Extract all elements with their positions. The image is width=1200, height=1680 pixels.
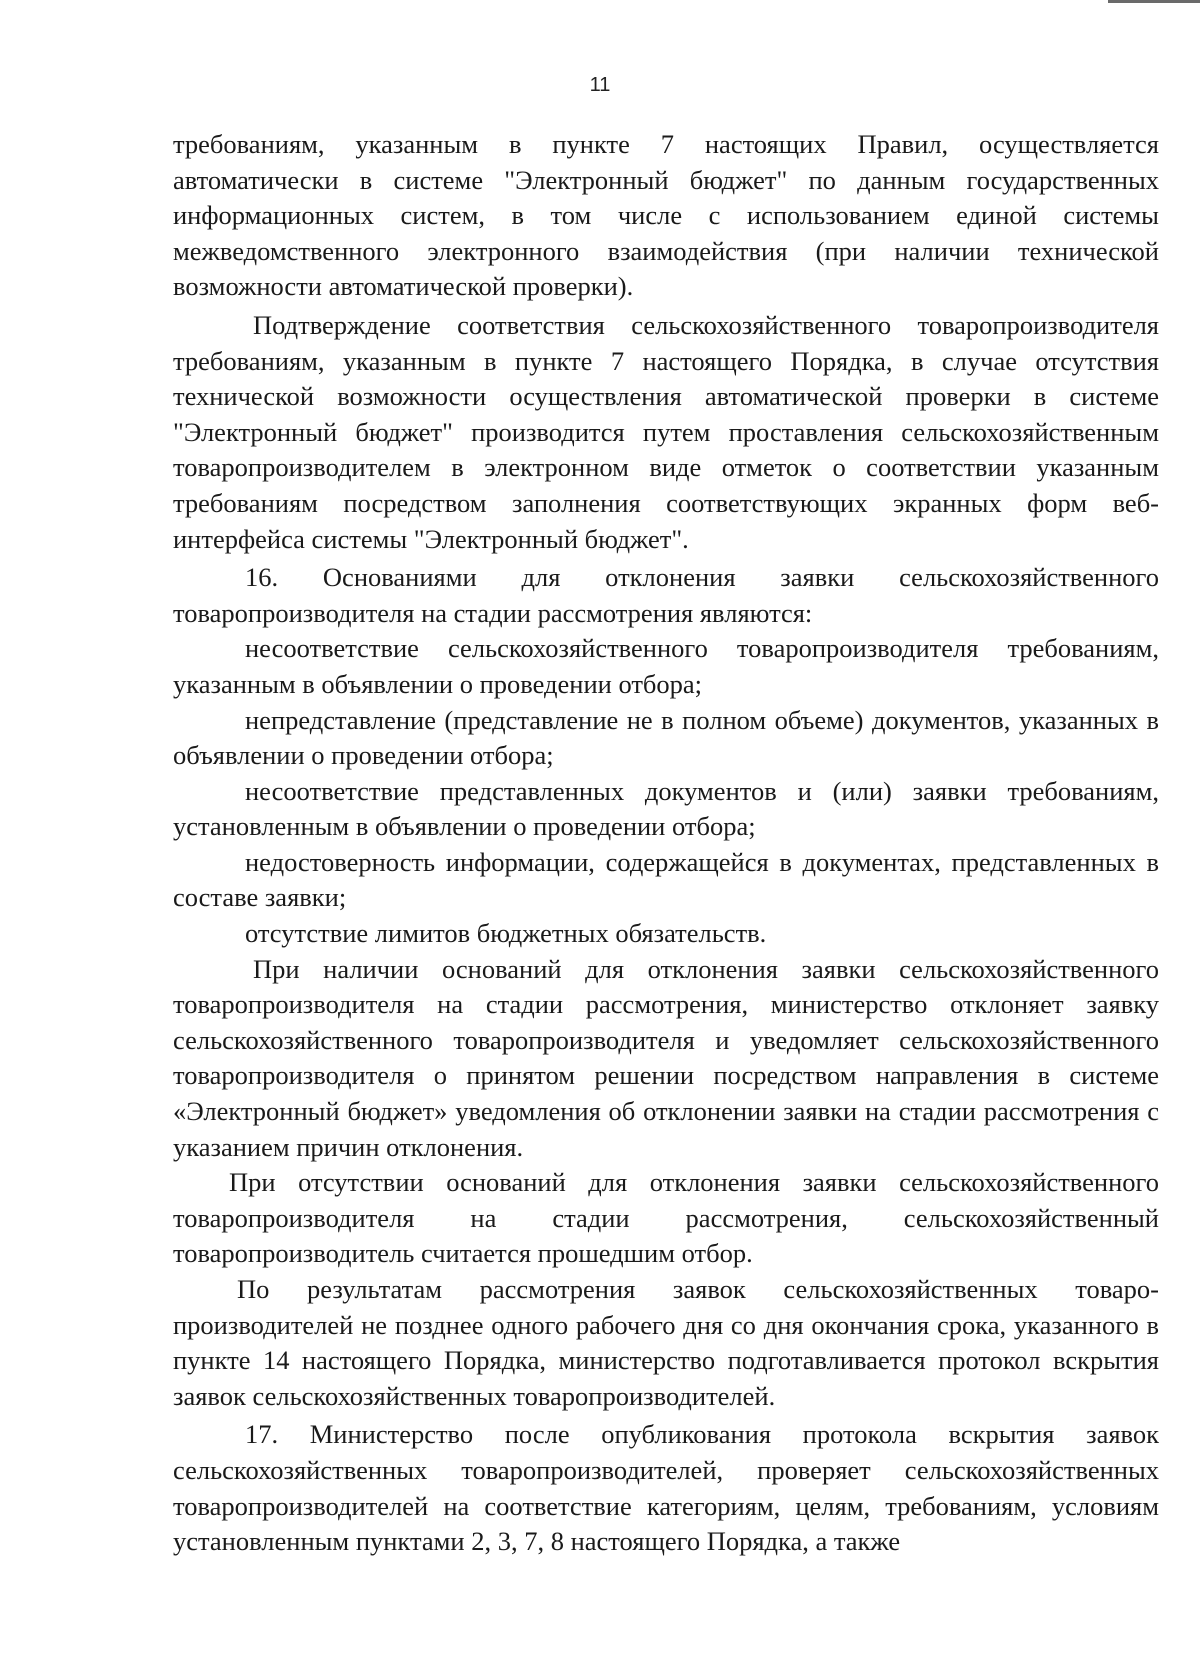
paragraph-10: При отсутствии оснований для отклонения заявки сельскохозяйственного товаропроизводителя на стадии рассмотрения, сельскохозяйственный товаропроизводитель считается прошедшим отбор. — [173, 1167, 1159, 1269]
paragraph-4: несоответствие сельскохозяйственного товаропроизводителя требованиям, указанным в объявлении о проведении отбора; — [173, 633, 1159, 699]
paragraph-11: По результатам рассмотрения заявок сельскохозяйственных товаропроизводителей не позднее одного рабочего дня со дня окончания срока, указанного в пункте 14 настоящего Порядка, министерство подготавливается протокол вскрытия заявок сельскохозяйственных товаропроизводителей. — [173, 1274, 1159, 1411]
paragraph-6: несоответствие представленных документов и (или) заявки требованиям, установленным в объявлении о проведении отбора; — [173, 775, 1159, 842]
scan-corner-mark — [1108, 0, 1200, 3]
paragraph-5: непредставление (представление не в полном объеме) документов, указанных в объявлении о проведении отбора; — [173, 704, 1159, 771]
paragraph-12: 17. Министерство после опубликования протокола вскрытия заявок сельскохозяйственных товаропроизводителей, проверяет сельскохозяйственных товаропроизводителей на соответствие категориям, целям, требованиям, условиям установленным пунктами 2, 3, 7, 8 настоящего Порядка, а также — [173, 1419, 1159, 1557]
paragraph-8: отсутствие лимитов бюджетных обязательств. — [245, 918, 767, 949]
paragraph-3: 16. Основаниями для отклонения заявки сельскохозяйственного товаропроизводителя на стадии рассмотрения являются: — [173, 562, 1159, 628]
paragraph-1: требованиям, указанным в пункте 7 настоящих Правил, осуществляется автоматически в системе "Электронный бюджет" по данным государственных информационных систем, в том числе с использованием единой системы межведомственного электронного взаимодействия (при наличии технической возможности автоматической проверки). — [173, 129, 1159, 302]
paragraph-7: недостоверность информации, содержащейся в документах, представленных в составе заявки; — [173, 846, 1159, 913]
paragraph-2: Подтверждение соответствия сельскохозяйственного товаропроизводителя требованиям, указанным в пункте 7 настоящего Порядка, в случае отсутствия технической возможности осуществления автоматической проверки в системе "Электронный бюджет" производится путем проставления сельскохозяйственным товаропроизводителем в электронном виде отметок о соответствии указанным требованиям посредством заполнения соответствующих экранных форм веб-интерфейса системы "Электронный бюджет". — [173, 309, 1159, 554]
paragraph-9: При наличии оснований для отклонения заявки сельскохозяйственного товаропроизводителя на стадии рассмотрения, министерство отклоняет заявку сельскохозяйственного товаропроизводителя и уведомляет сельскохозяйственного товаропроизводителя о принятом решении посредством направления в системе «Электронный бюджет» уведомления об отклонении заявки на стадии рассмотрения с указанием причин отклонения. — [173, 953, 1159, 1162]
page-number: 11 — [589, 74, 611, 96]
document-body — [173, 127, 1159, 1560]
